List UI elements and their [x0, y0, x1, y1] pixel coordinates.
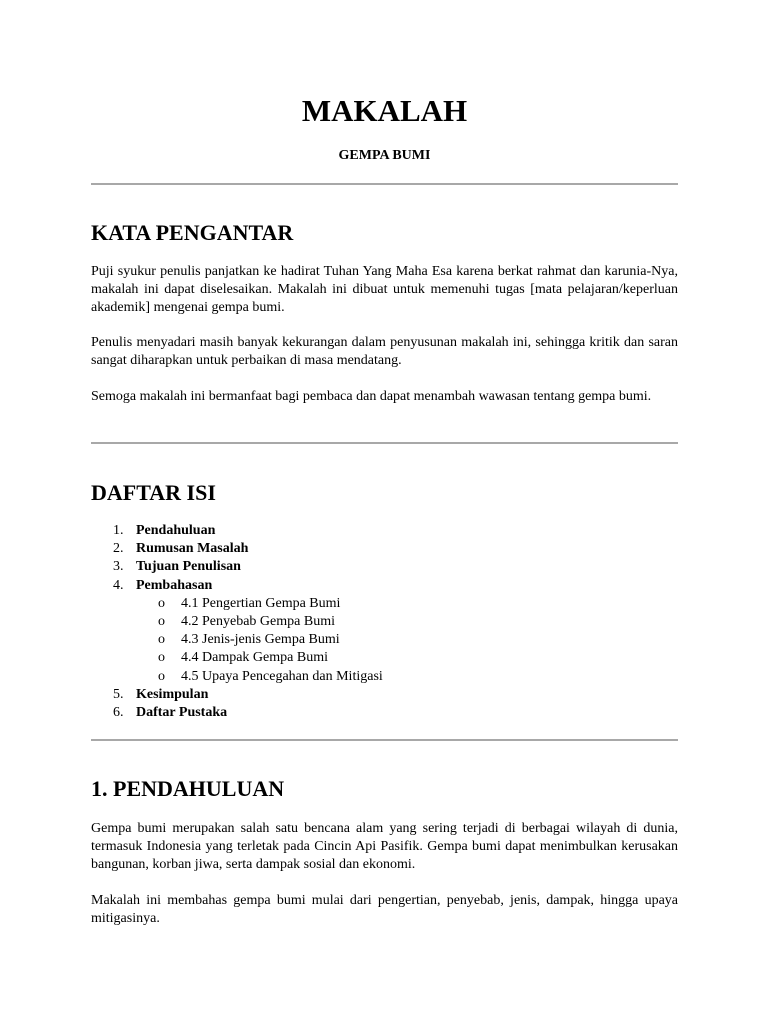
- toc-subitem-label: 4.5 Upaya Pencegahan dan Mitigasi: [181, 668, 383, 684]
- toc-number: 2.: [113, 541, 124, 557]
- toc-item: [91, 558, 678, 576]
- bullet-icon: o: [158, 613, 165, 629]
- paragraph: Makalah ini membahas gempa bumi mulai dari pengertian, penyebab, jenis, dampak, hingga upaya mitigasinya.: [91, 893, 678, 926]
- horizontal-rule: [91, 442, 678, 444]
- section-heading-pendahuluan: 1. PENDAHULUAN: [91, 776, 285, 801]
- toc-number: 4.: [113, 577, 124, 593]
- toc-item: [91, 522, 678, 540]
- toc-subitem: [91, 668, 678, 686]
- paragraph: Penulis menyadari masih banyak kekurangan dalam penyusunan makalah ini, sehingga kritik dan saran sangat diharapkan untuk perbaikan di masa mendatang.: [91, 335, 678, 368]
- bullet-icon: o: [158, 632, 165, 648]
- section-heading-daftar-isi: DAFTAR ISI: [91, 480, 216, 505]
- toc-number: 1.: [113, 523, 124, 538]
- toc-subitem: [91, 595, 678, 613]
- table-of-contents: [91, 522, 678, 722]
- horizontal-rule: [91, 183, 678, 185]
- toc-subitem: [91, 613, 678, 631]
- bullet-icon: o: [158, 650, 165, 666]
- section-heading-kata-pengantar: KATA PENGANTAR: [91, 220, 294, 245]
- toc-label: Kesimpulan: [136, 686, 209, 702]
- toc-number: 5.: [113, 686, 124, 702]
- horizontal-rule: [91, 739, 678, 741]
- bullet-icon: o: [158, 595, 165, 611]
- toc-subitem-label: 4.3 Jenis-jenis Gempa Bumi: [181, 632, 340, 648]
- toc-label: Pembahasan: [136, 577, 213, 593]
- toc-item: [91, 686, 678, 704]
- toc-item: [91, 540, 678, 558]
- toc-number: 3.: [113, 559, 124, 575]
- document-subtitle: GEMPA BUMI: [338, 148, 431, 163]
- paragraph: Puji syukur penulis panjatkan ke hadirat Tuhan Yang Maha Esa karena berkat rahmat dan karunia-Nya, makalah ini dapat diselesaikan. Makalah ini dibuat untuk memenuhi tugas [mata pelajaran/keperluan akademik] mengenai gempa bumi.: [91, 264, 678, 315]
- paragraph: Semoga makalah ini bermanfaat bagi pembaca dan dapat menambah wawasan tentang gempa bumi.: [91, 389, 652, 404]
- toc-subitem-label: 4.4 Dampak Gempa Bumi: [181, 650, 328, 666]
- toc-label: Tujuan Penulisan: [136, 559, 241, 575]
- toc-item: [91, 577, 678, 595]
- paragraph: Gempa bumi merupakan salah satu bencana alam yang sering terjadi di berbagai wilayah di dunia, termasuk Indonesia yang terletak pada Cincin Api Pasifik. Gempa bumi dapat menimbulkan kerusakan bangunan, korban jiwa, serta dampak sosial dan ekonomi.: [91, 821, 678, 872]
- bullet-icon: o: [158, 668, 165, 684]
- toc-subitem-label: 4.2 Penyebab Gempa Bumi: [181, 613, 335, 629]
- toc-item: [91, 704, 678, 722]
- toc-number: 6.: [113, 704, 124, 720]
- toc-label: Pendahuluan: [136, 523, 216, 538]
- toc-subitem: [91, 631, 678, 649]
- document-title: MAKALAH: [301, 93, 468, 128]
- toc-subitem-label: 4.1 Pengertian Gempa Bumi: [181, 595, 341, 611]
- toc-label: Rumusan Masalah: [136, 541, 249, 557]
- toc-label: Daftar Pustaka: [136, 704, 228, 720]
- toc-subitem: [91, 649, 678, 667]
